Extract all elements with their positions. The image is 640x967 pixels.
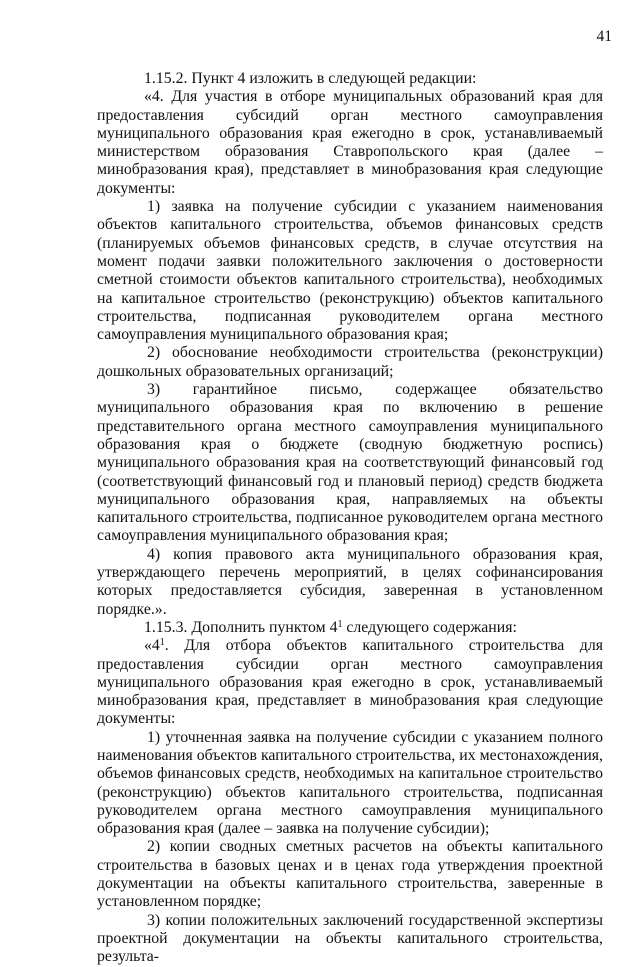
paragraph-1-15-3-after: следующего содержания: [342,618,517,636]
paragraph-1-15-3 [97,619,603,637]
superscript-1: 1 [337,618,343,630]
paragraph-1-15-3-before: 1.15.3. Дополнить пунктом 4 [144,618,338,636]
paragraph-item-4-1-sub-1: 1) уточненная заявка на получение субсидии с указанием полного наименования объектов капитального строительства, их местонахождения, объемов финансовых средств, необходимых на капитальное строительство (реконструкцию) объектов капитального строительства, подписанная руководителем органа местного самоуправления муниципального образования края (далее – заявка на получение субсидии); [97,728,603,838]
paragraph-item-4-sub-2: 2) обоснование необходимости строительства (реконструкции) дошкольных образовательных организаций; [97,344,603,380]
paragraph-item-4-1-intro [97,637,603,728]
document-body [97,70,603,967]
paragraph-item-4-1-before: «4 [144,637,160,655]
paragraph-item-4-sub-1: 1) заявка на получение субсидии с указанием наименования объектов капитального строительства, объемов финансовых средств (планируемых объемов финансовых средств, в случае отсутствия на момент подачи заявки положительного заключения о достоверности сметной стоимости объектов капитального строительства), необходимых на капитальное строительство (реконструкцию) объектов капитального строительства, подписанная руководителем органа местного самоуправления муниципального образования края; [97,198,603,344]
paragraph-item-4-1-sub-2: 2) копии сводных сметных расчетов на объекты капитального строительства в базовых ценах и в ценах года утверждения проектной документации на объекты капитального строительства, заверенные в установленном порядке; [97,838,603,911]
paragraph-item-4-1-after: . Для отбора объектов капитального строительства для предоставления субсидии орган местного самоуправления муниципального образования края ежегодно в срок, устанавливаемый минобразования края, представляет в минобразования края следующие документы: [97,637,603,728]
paragraph-item-4-intro: «4. Для участия в отборе муниципальных образований края для предоставления субсидий орган местного самоуправления муниципального образования края ежегодно в срок, устанавливаемый министерством образования Ставропольского края (далее – минобразования края), представляет в минобразования края следующие документы: [97,88,603,197]
paragraph-item-4-sub-4: 4) копия правового акта муниципального образования края, утверждающего перечень мероприятий, в целях софинансирования которых предоставляется субсидия, заверенная в установленном порядке.». [97,545,603,618]
superscript-1: 1 [159,637,165,649]
page-number: 41 [596,28,612,45]
paragraph-1-15-2: 1.15.2. Пункт 4 изложить в следующей редакции: [144,70,477,87]
paragraph-item-4-1-sub-3: 3) копии положительных заключений государственной экспертизы проектной документации на объекты капитального строительства, результа- [97,911,603,966]
paragraph-item-4-sub-3: 3) гарантийное письмо, содержащее обязательство муниципального образования края по включению в решение представительного органа местного самоуправления муниципального образования края о бюджете (сводную бюджетную роспись) муниципального образования края на соответствующий финансовый год (соответствующий финансовый год и плановый период) средств бюджета муниципального образования края, направляемых на объекты капитального строительства, подписанное руководителем органа местного самоуправления муниципального образования края; [97,381,603,545]
